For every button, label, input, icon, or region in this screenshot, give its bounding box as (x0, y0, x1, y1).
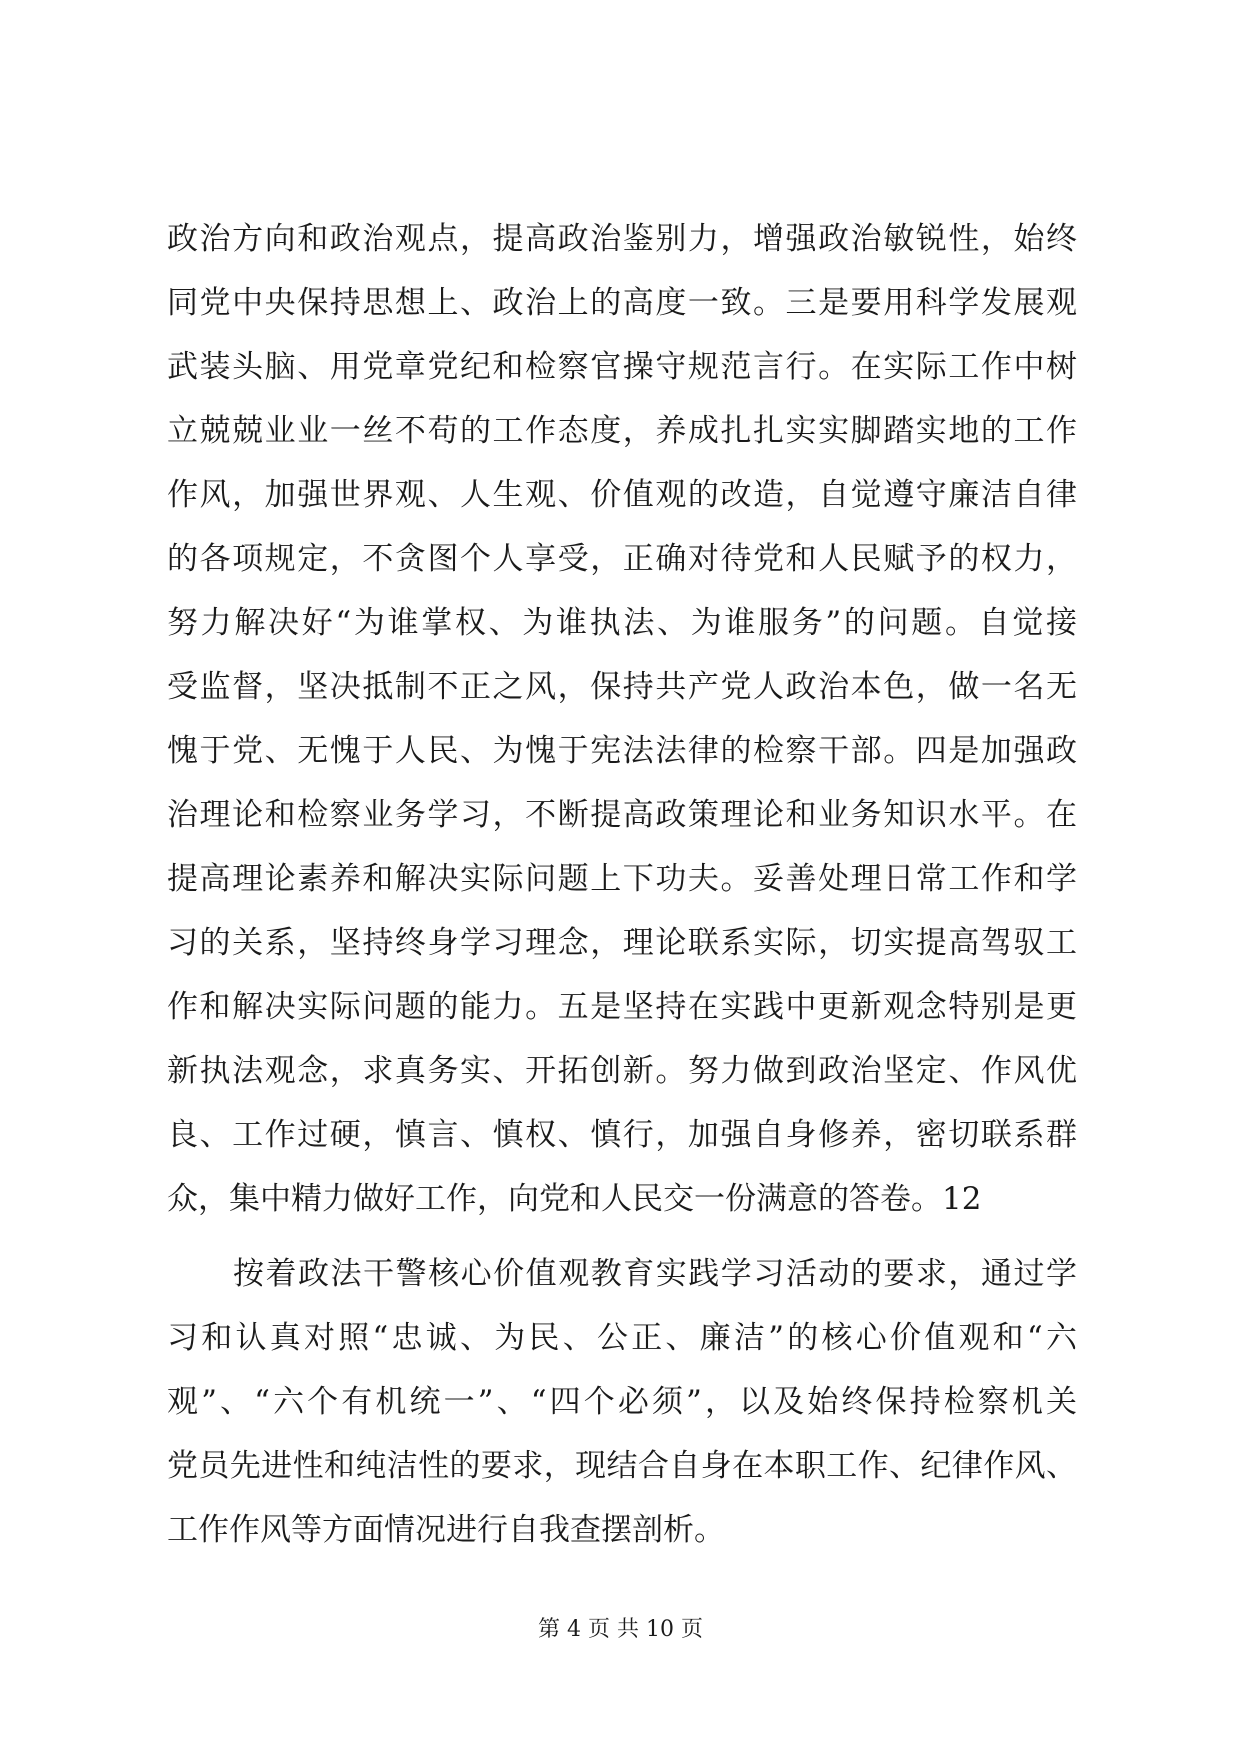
text-line: 受监督，坚决抵制不正之风，保持共产党人政治本色，做一名无 (167, 669, 1077, 705)
text-line: 武装头脑、用党章党纪和检察官操守规范言行。在实际工作中树 (167, 349, 1077, 385)
text-line: 新执法观念，求真务实、开拓创新。努力做到政治坚定、作风优 (167, 1053, 1077, 1089)
text-line: 立兢兢业业一丝不苟的工作态度，养成扎扎实实脚踏实地的工作 (167, 413, 1077, 449)
paragraph (167, 207, 1077, 1231)
text-line: 工作作风等方面情况进行自我查摆剖析。 (167, 1512, 725, 1548)
document-body (167, 207, 1077, 1562)
text-line: 党员先进性和纯洁性的要求，现结合自身在本职工作、纪律作风、 (167, 1448, 1077, 1484)
text-line: 习的关系，坚持终身学习理念，理论联系实际，切实提高驾驭工 (167, 925, 1077, 961)
text-line: 良、工作过硬，慎言、慎权、慎行，加强自身修养，密切联系群 (167, 1117, 1077, 1153)
text-line: 按着政法干警核心价值观教育实践学习活动的要求，通过学 (233, 1256, 1077, 1292)
text-line: 努力解决好“为谁掌权、为谁执法、为谁服务”的问题。自觉接 (167, 605, 1077, 641)
text-line: 众，集中精力做好工作，向党和人民交一份满意的答卷。12 (167, 1181, 982, 1217)
text-line: 的各项规定，不贪图个人享受，正确对待党和人民赋予的权力， (167, 541, 1077, 577)
paragraph (167, 1242, 1077, 1562)
text-line: 提高理论素养和解决实际问题上下功夫。妥善处理日常工作和学 (167, 861, 1077, 897)
text-line: 观”、“六个有机统一”、“四个必须”，以及始终保持检察机关 (167, 1384, 1077, 1420)
text-line: 同党中央保持思想上、政治上的高度一致。三是要用科学发展观 (167, 285, 1077, 321)
text-line: 习和认真对照“忠诚、为民、公正、廉洁”的核心价值观和“六 (167, 1320, 1077, 1356)
text-line: 作风，加强世界观、人生观、价值观的改造，自觉遵守廉洁自律 (167, 477, 1077, 513)
text-line: 愧于党、无愧于人民、为愧于宪法法律的检察干部。四是加强政 (167, 733, 1077, 769)
text-line: 作和解决实际问题的能力。五是坚持在实践中更新观念特别是更 (167, 989, 1077, 1025)
text-line: 政治方向和政治观点，提高政治鉴别力，增强政治敏锐性，始终 (167, 221, 1077, 257)
paragraph-spacer (167, 1231, 1077, 1242)
text-line: 治理论和检察业务学习，不断提高政策理论和业务知识水平。在 (167, 797, 1077, 833)
page-number-footer: 第 4 页 共 10 页 (538, 1617, 703, 1642)
